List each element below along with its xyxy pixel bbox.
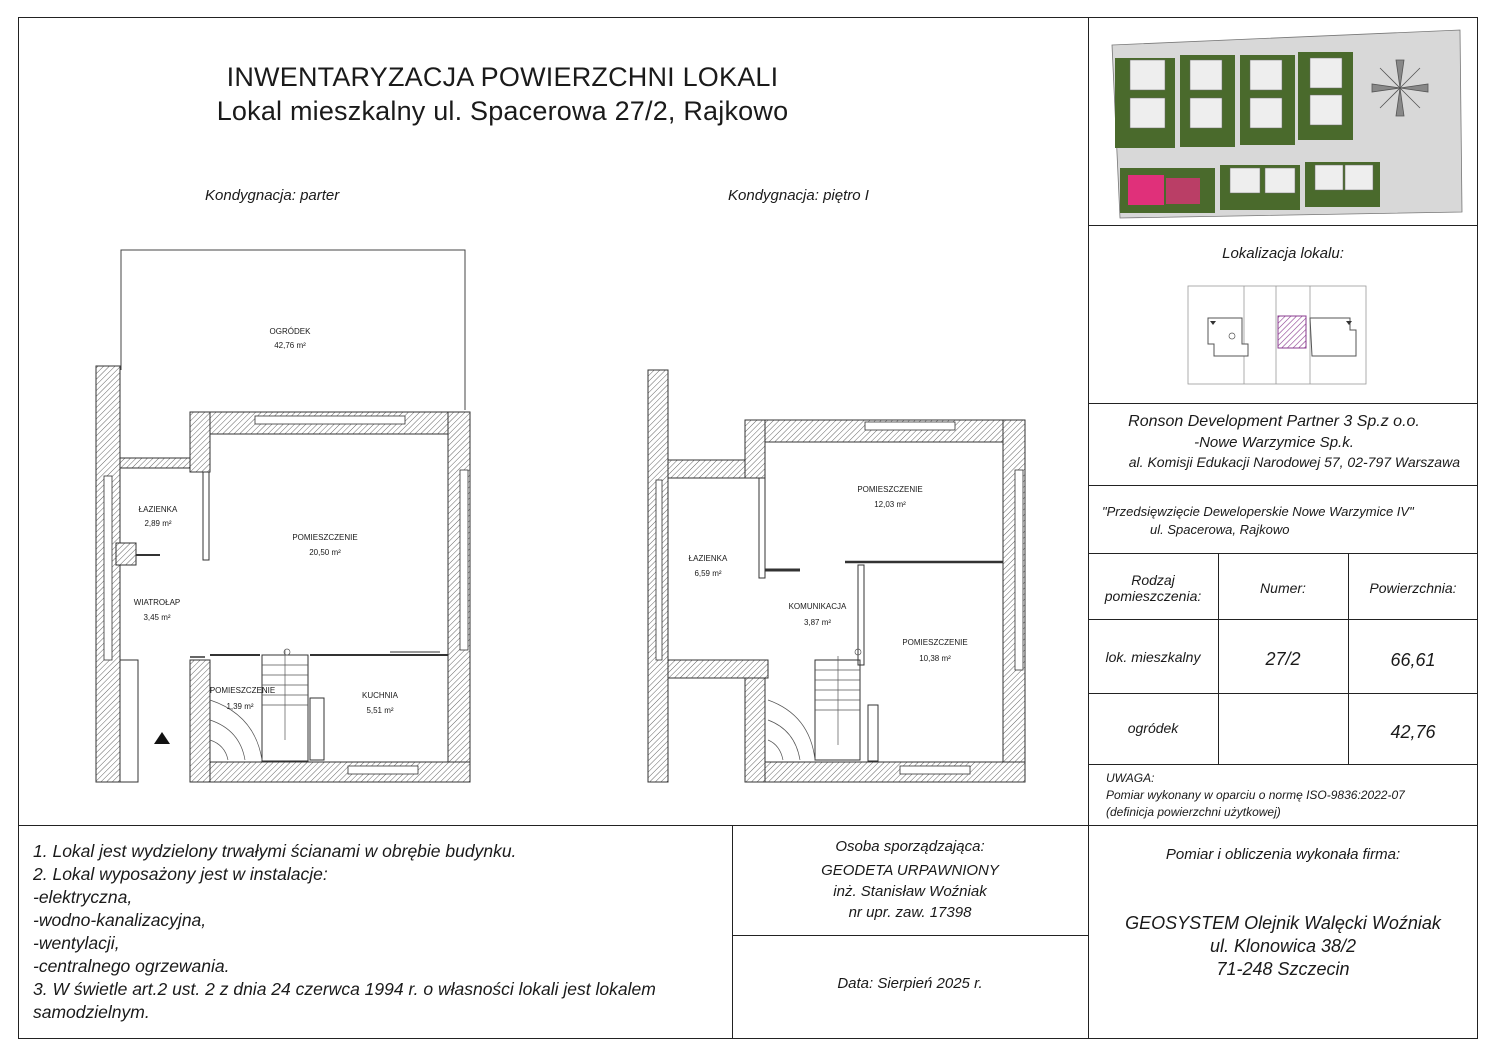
remark-line: -elektryczna, [33, 887, 133, 907]
table-row1-type: lok. mieszkalny [1105, 649, 1201, 665]
note-line1: Pomiar wykonany w oparciu o normę ISO-9836:2022-07 [1106, 788, 1405, 802]
divider-bottom-section [18, 825, 1478, 826]
project-address: ul. Spacerowa, Rajkowo [1150, 522, 1290, 537]
location-heading: Lokalizacja lokalu: [1222, 245, 1344, 262]
firm-name: GEOSYSTEM Olejnik Walęcki Woźniak [1125, 913, 1441, 933]
preparer-title: GEODETA URPAWNIONY [821, 862, 999, 879]
divider-date [732, 935, 1088, 936]
room-name-pomieszczenie-main: POMIESZCZENIE [292, 533, 358, 542]
room-name-wiatrolap: WIATROŁAP [133, 598, 181, 607]
divider-location [1088, 403, 1478, 404]
firm-city: 71-248 Szczecin [1216, 959, 1350, 979]
company-name: Ronson Development Partner 3 Sp.z o.o. [1128, 413, 1420, 430]
divider-table-row2 [1088, 764, 1478, 765]
table-row1-area: 66,61 [1390, 649, 1436, 670]
room-name-pomieszczenie-right: POMIESZCZENIE [902, 638, 968, 647]
room-area-lazienka: 2,89 m² [144, 519, 172, 528]
divider-map [1088, 225, 1478, 226]
remark-line: -wodno-kanalizacyjna, [33, 910, 207, 930]
divider-table-head [1088, 619, 1478, 620]
room-name-kuchnia: KUCHNIA [361, 691, 398, 700]
room-name-pomieszczenie-small: POMIESZCZENIE [209, 686, 276, 695]
table-row2-area: 42,76 [1390, 721, 1436, 742]
company-subtitle: -Nowe Warzymice Sp.k. [1194, 434, 1354, 451]
room-name-komunikacja: KOMUNIKACJA [788, 602, 847, 611]
table-header-type: Rodzaj pomieszczenia: [1104, 571, 1202, 604]
remark-line: -wentylacji, [33, 933, 120, 953]
table-header-area: Powierzchnia: [1369, 579, 1457, 596]
note-title: UWAGA: [1106, 771, 1155, 785]
note-line2: (definicja powierzchni użytkowej) [1106, 805, 1281, 819]
page-subtitle: Lokal mieszkalny ul. Spacerowa 27/2, Rajkowo [216, 96, 789, 126]
remark-line: 2. Lokal wyposażony jest w instalacje: [33, 864, 328, 884]
table-row1-number: 27/2 [1265, 648, 1301, 669]
room-name-lazienka: ŁAZIENKA [138, 505, 178, 514]
document-date: Data: Sierpień 2025 r. [837, 975, 983, 992]
room-name-lazienka-first: ŁAZIENKA [688, 554, 728, 563]
table-row2-type: ogródek [1127, 720, 1179, 736]
preparer-label: Osoba sporządzająca: [835, 838, 985, 855]
remark-line: 1. Lokal jest wydzielony trwałymi ścianami w obrębie budynku. [33, 841, 517, 861]
divider-project [1088, 553, 1478, 554]
project-name: "Przedsięwzięcie Deweloperskie Nowe Warzymice IV" [1102, 504, 1414, 519]
room-area-kuchnia: 5,51 m² [366, 706, 394, 715]
firm-address: ul. Klonowica 38/2 [1209, 936, 1357, 956]
location-plan [0, 0, 1, 1]
table-header-number: Numer: [1260, 579, 1306, 596]
firm-label: Pomiar i obliczenia wykonała firma: [1165, 846, 1401, 863]
floor-label-ground: Kondygnacja: parter [205, 187, 340, 204]
room-area-pomieszczenie-main: 20,50 m² [309, 548, 341, 557]
page-title: INWENTARYZACJA POWIERZCHNI LOKALI [226, 62, 779, 92]
room-area-pomieszczenie-small: 1,39 m² [226, 702, 254, 711]
divider-company [1088, 485, 1478, 486]
room-area-wiatrolap: 3,45 m² [143, 613, 171, 622]
remarks-list [33, 840, 733, 1024]
room-area-ogrodek: 42,76 m² [274, 341, 306, 350]
preparer-license: nr upr. zaw. 17398 [848, 904, 972, 921]
floor-label-first: Kondygnacja: piętro I [728, 187, 869, 204]
table-row2-number [1218, 696, 1348, 760]
room-name-ogrodek: OGRÓDEK [269, 327, 311, 336]
room-area-pomieszczenie-right: 10,38 m² [919, 654, 951, 663]
remark-line: -centralnego ogrzewania. [33, 956, 230, 976]
company-address: al. Komisji Edukacji Narodowej 57, 02-797 Warszawa [1128, 454, 1460, 470]
room-name-pomieszczenie-top: POMIESZCZENIE [857, 485, 923, 494]
remark-line: samodzielnym. [33, 1002, 150, 1022]
preparer-name: inż. Stanisław Woźniak [833, 883, 987, 900]
room-area-pomieszczenie-top: 12,03 m² [874, 500, 906, 509]
room-area-lazienka-first: 6,59 m² [694, 569, 722, 578]
room-area-komunikacja: 3,87 m² [803, 618, 832, 627]
remark-line: 3. W świetle art.2 ust. 2 z dnia 24 czerwca 1994 r. o własności lokali jest lokalem [33, 979, 656, 999]
